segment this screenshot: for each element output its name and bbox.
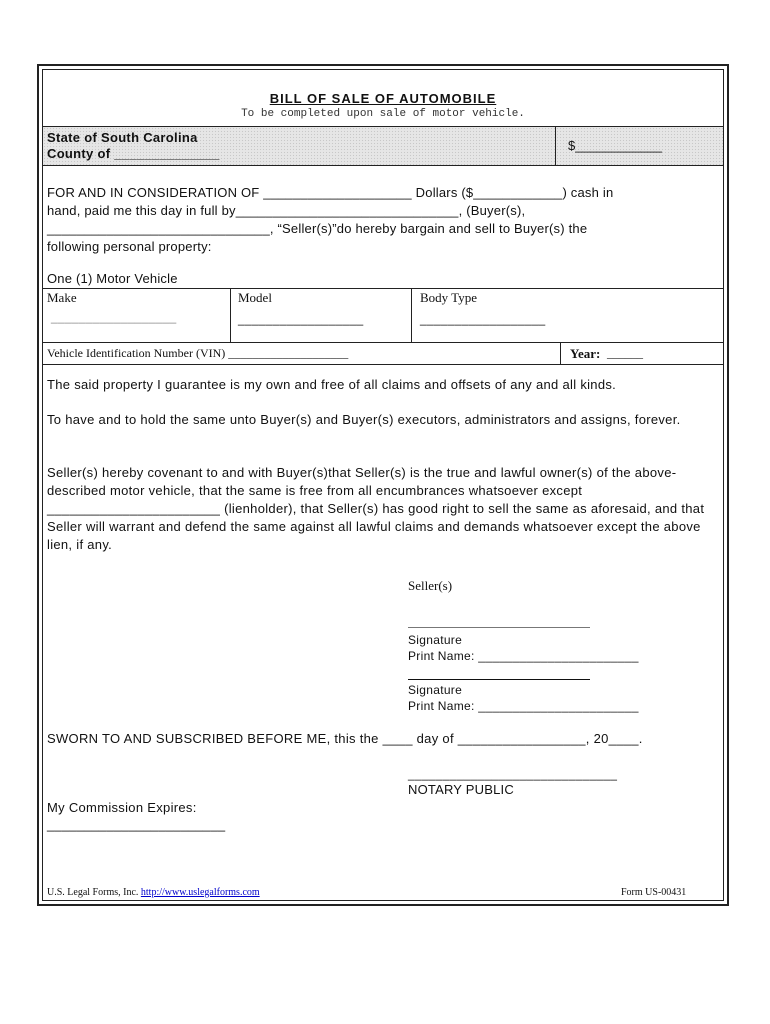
- consideration-line-2: hand, paid me this day in full by______________________________, (Buyer(s),: [47, 203, 526, 218]
- footer-link[interactable]: http://www.uslegalforms.com: [140, 887, 260, 898]
- vehicle-grid-top: [43, 288, 723, 289]
- vehicle-grid-divider-2: [411, 288, 412, 342]
- make-field[interactable]: __________________: [51, 310, 177, 324]
- sellers-label: Seller(s): [408, 578, 453, 593]
- consideration-line-3: ______________________________, “Seller(s)”do hereby bargain and sell to Buyer(s) the: [47, 221, 588, 236]
- body-type-field[interactable]: __________________: [420, 312, 546, 326]
- footer-company: U.S. Legal Forms, Inc.: [47, 887, 139, 898]
- amount-field[interactable]: $____________: [568, 138, 662, 153]
- footer-form-number: Form US-00431: [621, 887, 687, 898]
- vin-year-divider: [560, 342, 561, 364]
- signature-line-2[interactable]: [408, 679, 590, 680]
- commission-field[interactable]: ________________________: [47, 817, 226, 832]
- signature-label-1: Signature: [408, 633, 463, 647]
- print-name-field-2[interactable]: Print Name: _______________________: [408, 699, 639, 713]
- state-box-divider: [555, 127, 556, 165]
- form-title: BILL OF SALE OF AUTOMOBILE: [269, 91, 497, 106]
- form-frame: [37, 64, 729, 906]
- year-label: Year:: [570, 346, 601, 361]
- vehicle-grid-divider-1: [230, 288, 231, 342]
- state-line: State of South Carolina: [47, 130, 198, 145]
- form-subtitle: To be completed upon sale of motor vehicle.: [241, 108, 525, 120]
- model-label: Model: [238, 290, 272, 305]
- notary-signature-field[interactable]: ______________________________: [408, 767, 618, 781]
- print-name-field-1[interactable]: Print Name: _______________________: [408, 649, 639, 663]
- signature-label-2: Signature: [408, 683, 463, 697]
- consideration-line-1: FOR AND IN CONSIDERATION OF ____________________ Dollars ($____________) cash in: [47, 185, 614, 200]
- consideration-line-4: following personal property:: [47, 239, 212, 254]
- year-field[interactable]: ______: [607, 346, 643, 360]
- guarantee-paragraph: The said property I guarantee is my own and free of all claims and offsets of any and all kinds.: [47, 377, 617, 392]
- footer-credit: [47, 887, 260, 898]
- commission-label: My Commission Expires:: [47, 800, 197, 815]
- signature-line-1[interactable]: [408, 627, 590, 628]
- notary-label: NOTARY PUBLIC: [408, 782, 514, 797]
- sworn-statement: SWORN TO AND SUBSCRIBED BEFORE ME, this the ____ day of _________________, 20____.: [47, 731, 643, 746]
- vehicle-grid-mid: [43, 342, 723, 343]
- state-county-box: [43, 126, 723, 166]
- form-inner-border: [42, 69, 724, 901]
- make-label: Make: [47, 290, 77, 305]
- vehicle-heading: One (1) Motor Vehicle: [47, 271, 178, 286]
- state-county-text: [47, 130, 220, 162]
- vehicle-grid-bottom: [43, 364, 723, 365]
- vin-field[interactable]: Vehicle Identification Number (VIN) ____________________: [47, 346, 349, 360]
- county-line: County of ______________: [47, 146, 220, 161]
- model-field[interactable]: __________________: [238, 312, 364, 326]
- body-type-label: Body Type: [420, 290, 477, 305]
- covenant-paragraph: Seller(s) hereby covenant to and with Buyer(s)that Seller(s) is the true and lawful owner(s) of the above-described motor vehicle, that the same is free from all encumbrances whatsoever except _______________________ (lienholder), that Seller(s) has good right to sell the same as aforesaid, and that Seller will warrant and defend the same against all lawful claims and demands whatsoever except the above lien, if any.: [47, 465, 705, 552]
- hold-paragraph: To have and to hold the same unto Buyer(s) and Buyer(s) executors, administrators and assigns, forever.: [47, 412, 681, 427]
